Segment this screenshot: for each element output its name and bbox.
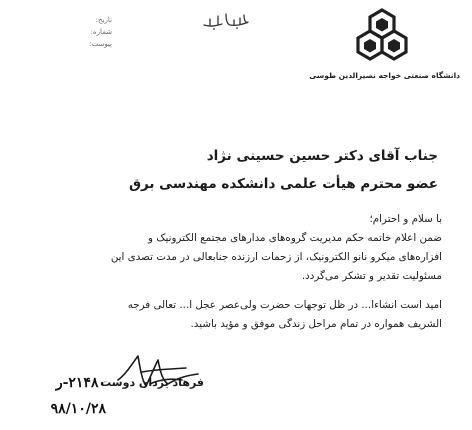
salutation: با سلام و احترام؛ bbox=[369, 213, 442, 225]
letter-meta-fields bbox=[62, 14, 112, 50]
attachment-label: پیوست: bbox=[89, 40, 112, 48]
paragraph-2-line-1: امید است انشاءا... در ظل توجهات حضرت ولی‌عصر عجل ا... تعالی فرجه bbox=[127, 299, 442, 311]
number-label: شماره: bbox=[90, 28, 112, 36]
university-name-caption: دانشگاه صنعتی خواجه نصیرالدین طوسی bbox=[309, 71, 460, 80]
letter-body bbox=[30, 210, 442, 334]
addressee-name: جناب آقای دکتر حسین حسینی نژاد bbox=[206, 148, 438, 164]
letter-date: ۹۸/۱۰/۲۸ bbox=[50, 401, 106, 417]
date-label: تاریخ: bbox=[95, 16, 112, 24]
addressee-title: عضو محترم هیأت علمی دانشکده مهندسی برق bbox=[128, 176, 438, 192]
paragraph-1-line-2: افزاره‌های میکرو نانو الکترونیک، از زحمات ارزنده جنابعالی در مدت تصدی این bbox=[110, 251, 442, 263]
signer-name: فرهاد یزدان دوست bbox=[100, 376, 204, 389]
addressee-block bbox=[58, 142, 438, 198]
paragraph-1-line-3: مسئولیت تقدیر و تشکر می‌گردد. bbox=[301, 270, 442, 282]
paragraph-1-line-1: ضمن اعلام خاتمه حکم مدیریت گروه‌های مدارهای مجتمع الکترونیک و bbox=[148, 232, 442, 244]
letter-number: ۲۱۴۸۰-ر bbox=[55, 375, 106, 391]
paragraph-2-line-2: الشریف همواره در تمام مراحل زندگی موفق و مؤید باشید. bbox=[190, 318, 442, 330]
university-logo-icon bbox=[354, 6, 410, 62]
bismillah-calligraphy bbox=[200, 8, 252, 32]
letter-reference bbox=[14, 370, 106, 422]
